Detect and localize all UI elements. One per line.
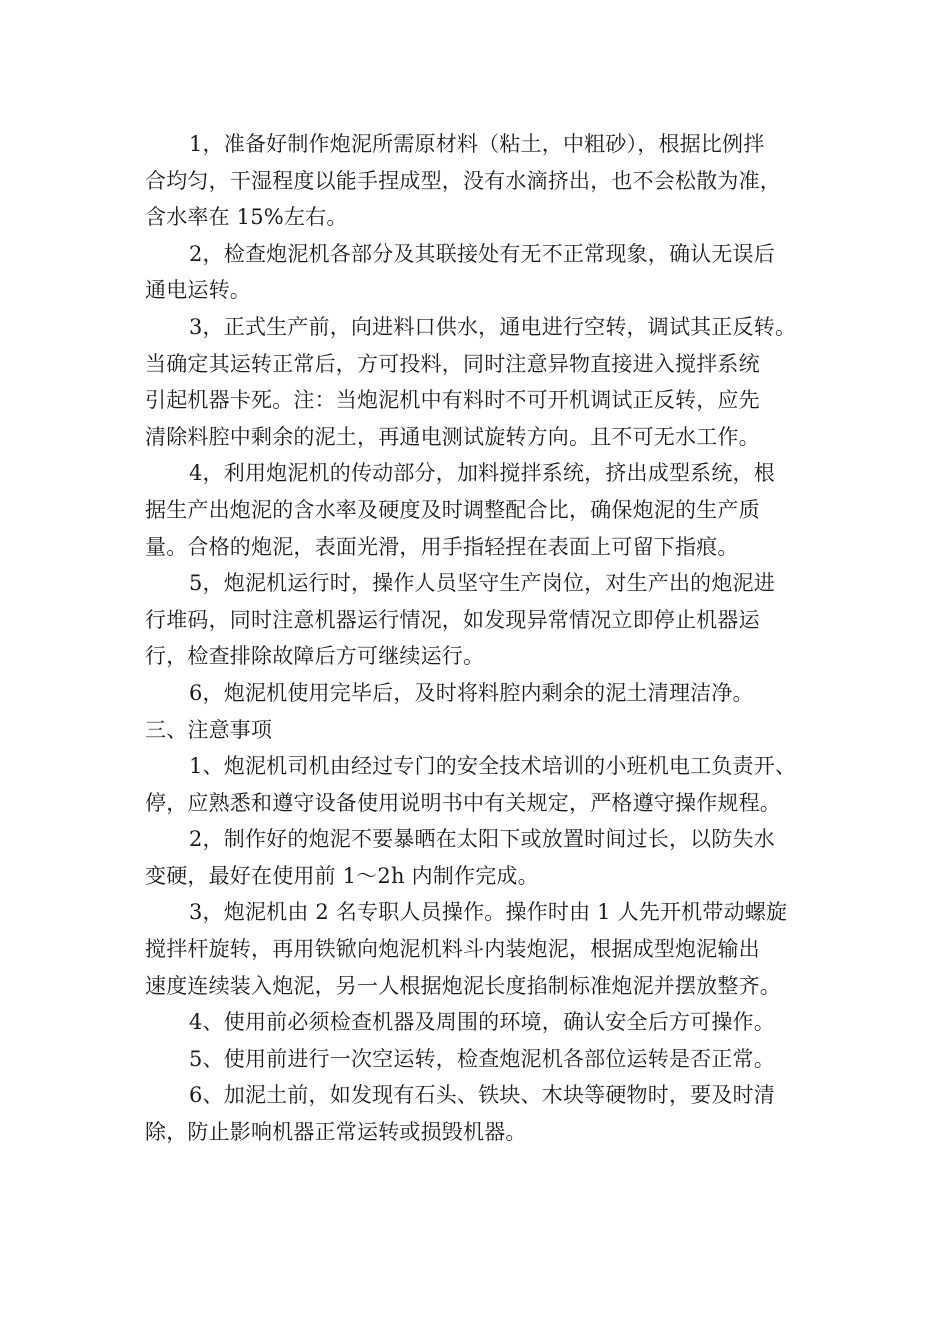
paragraph-line: 清除料腔中剩余的泥土，再通电测试旋转方向。且不可无水工作。 (145, 424, 760, 449)
paragraph-first-line: 2，检查炮泥机各部分及其联接处有无不正常现象，确认无误后 (189, 241, 775, 266)
paragraph-line: 停，应熟悉和遵守设备使用说明书中有关规定，严格遵守操作规程。 (145, 790, 781, 815)
paragraph-line: 含水率在 15%左右。 (145, 205, 348, 230)
paragraph-line: 合均匀，干湿程度以能手捏成型，没有水滴挤出，也不会松散为准， (145, 168, 781, 193)
paragraph-first-line: 6，炮泥机使用完毕后，及时将料腔内剩余的泥土清理洁净。 (189, 680, 754, 705)
document-body (145, 126, 820, 1151)
paragraph-first-line: 5、使用前进行一次空运转，检查炮泥机各部位运转是否正常。 (189, 1046, 775, 1071)
paragraph-first-line: 1，准备好制作炮泥所需原材料（粘土，中粗砂），根据比例拌 (189, 132, 765, 156)
paragraph-line: 变硬，最好在使用前 1～2h 内制作完成。 (145, 863, 539, 888)
paragraph-first-line: 6、加泥土前，如发现有石头、铁块、木块等硬物时，要及时清 (189, 1083, 775, 1108)
paragraph-line: 通电运转。 (145, 278, 251, 303)
paragraph-line: 据生产出炮泥的含水率及硬度及时调整配合比，确保炮泥的生产质 (145, 497, 760, 522)
paragraph-line: 量。合格的炮泥，表面光滑，用手指轻捏在表面上可留下指痕。 (145, 534, 739, 559)
paragraph-line: 当确定其运转正常后，方可投料，同时注意异物直接进入搅拌系统 (145, 351, 760, 376)
paragraph-line: 搅拌杆旋转，再用铁锨向炮泥机料斗内装炮泥，根据成型炮泥输出 (145, 937, 760, 962)
paragraph-line: 行堆码，同时注意机器运行情况，如发现异常情况立即停止机器运 (145, 607, 760, 632)
paragraph-first-line: 5，炮泥机运行时，操作人员坚守生产岗位，对生产出的炮泥进 (189, 571, 775, 596)
paragraph-line: 三、注意事项 (145, 717, 273, 742)
paragraph-first-line: 3，炮泥机由 2 名专职人员操作。操作时由 1 人先开机带动螺旋 (189, 900, 788, 925)
paragraph-first-line: 1、炮泥机司机由经过专门的安全技术培训的小班机电工负责开、 (189, 754, 797, 779)
paragraph-first-line: 3，正式生产前，向进料口供水，通电进行空转，调试其正反转。 (189, 314, 797, 339)
paragraph-line: 引起机器卡死。注：当炮泥机中有料时不可开机调试正反转，应先 (145, 388, 760, 413)
paragraph-first-line: 2，制作好的炮泥不要暴晒在太阳下或放置时间过长，以防失水 (189, 827, 775, 852)
paragraph-first-line: 4、使用前必须检查机器及周围的环境，确认安全后方可操作。 (189, 1010, 775, 1035)
paragraph-first-line: 4，利用炮泥机的传动部分，加料搅拌系统，挤出成型系统，根 (189, 461, 775, 486)
paragraph-line: 速度连续装入炮泥，另一人根据炮泥长度掐制标准炮泥并摆放整齐。 (145, 973, 781, 998)
paragraph-line: 除，防止影响机器正常运转或损毁机器。 (145, 1120, 527, 1145)
paragraph-line: 行，检查排除故障后方可继续运行。 (145, 644, 485, 669)
